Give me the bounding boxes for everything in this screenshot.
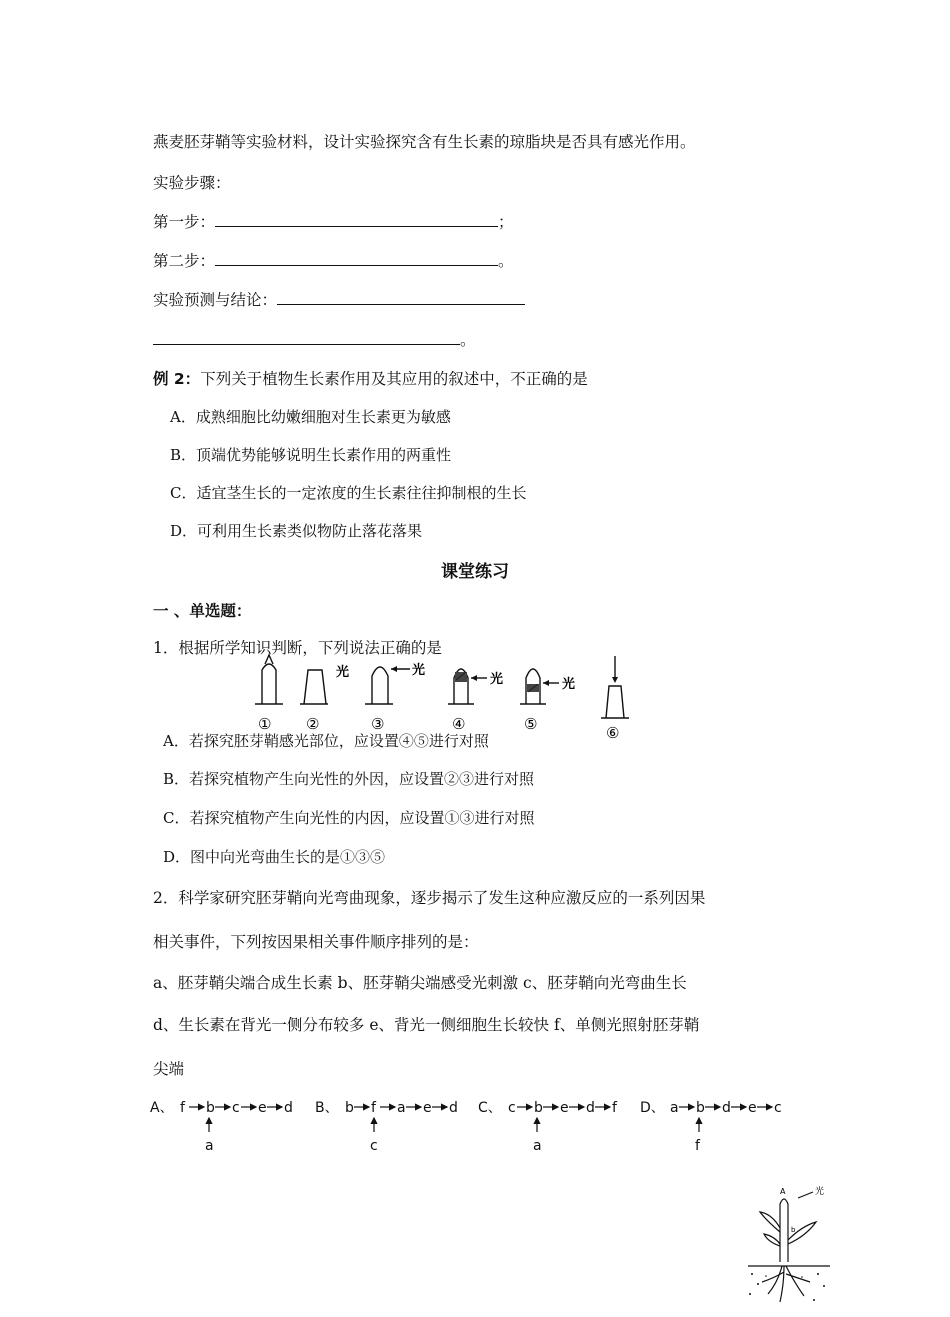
chain-node: a (397, 1100, 406, 1116)
chain-option-label: A、 (150, 1100, 174, 1116)
light-label-2: 光 (336, 665, 350, 680)
coleoptile-experiment-figure (240, 652, 640, 742)
plant-light-label: 光 (815, 1187, 825, 1197)
causal-chain-options (150, 1094, 810, 1156)
chain-node: b (206, 1100, 215, 1116)
figure-label-6: ⑥ (606, 724, 620, 742)
figure-label-3: ③ (371, 715, 385, 733)
chain-node: f (612, 1100, 617, 1116)
step1-blank[interactable] (215, 212, 498, 227)
light-label-3: 光 (412, 663, 426, 678)
chain-node: f (180, 1100, 185, 1116)
step1-label: 第一步： (153, 213, 216, 231)
example2-label: 例 2： (153, 370, 201, 388)
chain-node: e (748, 1100, 757, 1116)
plant-bending-figure (738, 1182, 838, 1310)
plant-tip-label: A (780, 1187, 786, 1196)
prediction-line (153, 288, 525, 310)
branch-node: f (695, 1138, 700, 1154)
step2-line (153, 249, 514, 271)
chain-node: c (774, 1100, 782, 1116)
prediction-label: 实验预测与结论： (153, 291, 278, 309)
section-title: 课堂练习 (441, 562, 509, 582)
step1-line (153, 210, 514, 232)
chain-node: a (670, 1100, 679, 1116)
q2-line-4: d、生长素在背光一侧分布较多 e、背光一侧细胞生长较快 f、单侧光照射胚芽鞘 (153, 1016, 700, 1034)
light-label-5: 光 (562, 677, 576, 692)
branch-node: a (533, 1138, 542, 1154)
chain-node: b (534, 1100, 543, 1116)
example2-option-c: C．适宜茎生长的一定浓度的生长素往往抑制根的生长 (170, 484, 527, 502)
prediction-end: 。 (460, 331, 476, 349)
step2-end: 。 (498, 252, 514, 270)
example2-option-b: B．顶端优势能够说明生长素作用的两重性 (170, 446, 452, 464)
chain-node: e (560, 1100, 569, 1116)
example2-option-d: D．可利用生长素类似物防止落花落果 (170, 522, 423, 540)
example2-question (153, 367, 588, 389)
step1-end: ； (498, 213, 514, 231)
chain-option-label: D、 (640, 1100, 665, 1116)
task-intro: 燕麦胚芽鞘等实验材料，设计实验探究含有生长素的琼脂块是否具有感光作用。 (153, 133, 696, 151)
prediction-line-2 (153, 328, 476, 350)
figure-label-5: ⑤ (524, 715, 538, 733)
step2-blank[interactable] (215, 251, 498, 266)
chain-option-label: C、 (478, 1100, 502, 1116)
figure-label-4: ④ (452, 715, 466, 733)
branch-node: c (370, 1138, 378, 1154)
q2-line-5: 尖端 (153, 1060, 185, 1078)
chain-node: d (722, 1100, 731, 1116)
q1-option-a: A．若探究胚芽鞘感光部位，应设置④⑤进行对照 (163, 732, 489, 750)
q1-option-d: D．图中向光弯曲生长的是①③⑤ (163, 848, 386, 866)
q2-line-3: a、胚芽鞘尖端合成生长素 b、胚芽鞘尖端感受光刺激 c、胚芽鞘向光弯曲生长 (153, 974, 687, 992)
chain-node: c (232, 1100, 240, 1116)
q2-line-2: 相关事件，下列按因果相关事件顺序排列的是： (153, 933, 479, 951)
chain-node: b (696, 1100, 705, 1116)
chain-node: d (449, 1100, 458, 1116)
q2-line-1: 2．科学家研究胚芽鞘向光弯曲现象，逐步揭示了发生这种应激反应的一系列因果 (153, 889, 706, 907)
chain-node: e (423, 1100, 432, 1116)
plant-node-label: b (791, 1226, 796, 1234)
q1-question: 1．根据所学知识判断，下列说法正确的是 (153, 639, 442, 657)
chain-node: d (586, 1100, 595, 1116)
chain-node: f (371, 1100, 376, 1116)
prediction-blank-1[interactable] (277, 290, 525, 305)
chain-node: e (258, 1100, 267, 1116)
q1-option-b: B．若探究植物产生向光性的外因，应设置②③进行对照 (163, 770, 535, 788)
example2-text: 下列关于植物生长素作用及其应用的叙述中，不正确的是 (200, 370, 588, 388)
step2-label: 第二步： (153, 252, 216, 270)
steps-label: 实验步骤： (153, 174, 231, 192)
chain-node: b (345, 1100, 354, 1116)
subsection-title: 一 、单选题： (153, 602, 252, 620)
chain-node: d (284, 1100, 293, 1116)
prediction-blank-2[interactable] (153, 330, 460, 345)
chain-node: c (508, 1100, 516, 1116)
figure-label-1: ① (258, 715, 272, 733)
figure-label-2: ② (306, 715, 320, 733)
chain-option-label: B、 (315, 1100, 339, 1116)
example2-option-a: A．成熟细胞比幼嫩细胞对生长素更为敏感 (170, 408, 451, 426)
q1-option-c: C．若探究植物产生向光性的内因，应设置①③进行对照 (163, 809, 535, 827)
branch-node: a (205, 1138, 214, 1154)
light-label-4: 光 (490, 672, 504, 687)
